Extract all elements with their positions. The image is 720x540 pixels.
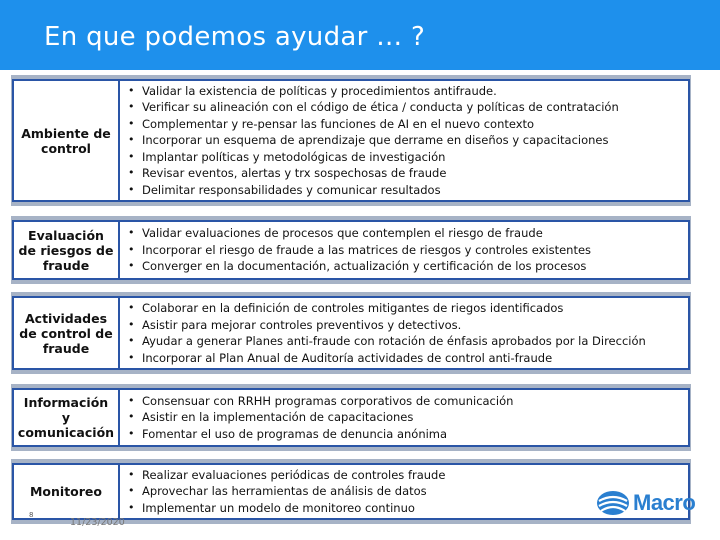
section-label: Actividades de control de fraude (14, 298, 120, 368)
list-item: • Revisar eventos, alertas y trx sospechosas de fraude (142, 165, 688, 182)
list-item: • Asistir en la implementación de capacitaciones (142, 409, 688, 426)
list-item: • Fomentar el uso de programas de denuncia anónima (142, 426, 688, 443)
section-actividades-de-control (11, 292, 691, 374)
section-evaluacion-de-riesgos (11, 216, 691, 284)
list-item: • Incorporar el riesgo de fraude a las matrices de riesgos y controles existentes (142, 242, 688, 259)
list-item: • Aprovechar las herramientas de análisis de datos (142, 483, 688, 500)
section-informacion-y-comunicacion (11, 384, 691, 451)
list-item: • Ayudar a generar Planes anti-fraude con rotación de énfasis aprobados por la Dirección (142, 333, 688, 350)
list-item: • Asistir para mejorar controles preventivos y detectivos. (142, 317, 688, 334)
item-list (120, 222, 688, 278)
list-item: • Incorporar al Plan Anual de Auditoría actividades de control anti-fraude (142, 350, 688, 367)
list-item: • Verificar su alineación con el código de ética / conducta y políticas de contratación (142, 99, 688, 116)
list-item: • Delimitar responsabilidades y comunicar resultados (142, 182, 688, 199)
section-label: Información y comunicación (14, 390, 120, 445)
section-ambiente-de-control (11, 75, 691, 206)
slide-date: 11/23/2020 (70, 517, 125, 528)
list-item: • Incorporar un esquema de aprendizaje que derrame en diseños y capacitaciones (142, 132, 688, 149)
list-item: • Converger en la documentación, actualización y certificación de los procesos (142, 258, 688, 275)
page-title: En que podemos ayudar … ? (44, 22, 426, 52)
list-item: • Validar la existencia de políticas y procedimientos antifraude. (142, 83, 688, 100)
list-item: • Complementar y re-pensar las funciones de AI en el nuevo contexto (142, 116, 688, 133)
macro-logo (596, 490, 695, 516)
list-item: • Implantar políticas y metodológicas de investigación (142, 149, 688, 166)
list-item: • Validar evaluaciones de procesos que contemplen el riesgo de fraude (142, 225, 688, 242)
section-label: Evaluación de riesgos de fraude (14, 222, 120, 278)
slide-number: 8 (29, 511, 34, 519)
item-list (120, 298, 688, 368)
section-label: Monitoreo (14, 465, 120, 518)
list-item: • Consensuar con RRHH programas corporativos de comunicación (142, 393, 688, 410)
title-bar (0, 0, 720, 70)
section-label: Ambiente de control (14, 81, 120, 200)
list-item: • Realizar evaluaciones periódicas de controles fraude (142, 467, 688, 484)
item-list (120, 390, 688, 445)
section-monitoreo (11, 459, 691, 524)
list-item: • Implementar un modelo de monitoreo continuo (142, 500, 688, 517)
list-item: • Colaborar en la definición de controles mitigantes de riegos identificados (142, 300, 688, 317)
item-list (120, 81, 688, 200)
macro-logo-icon (596, 490, 630, 516)
logo-text: Macro (633, 490, 696, 515)
